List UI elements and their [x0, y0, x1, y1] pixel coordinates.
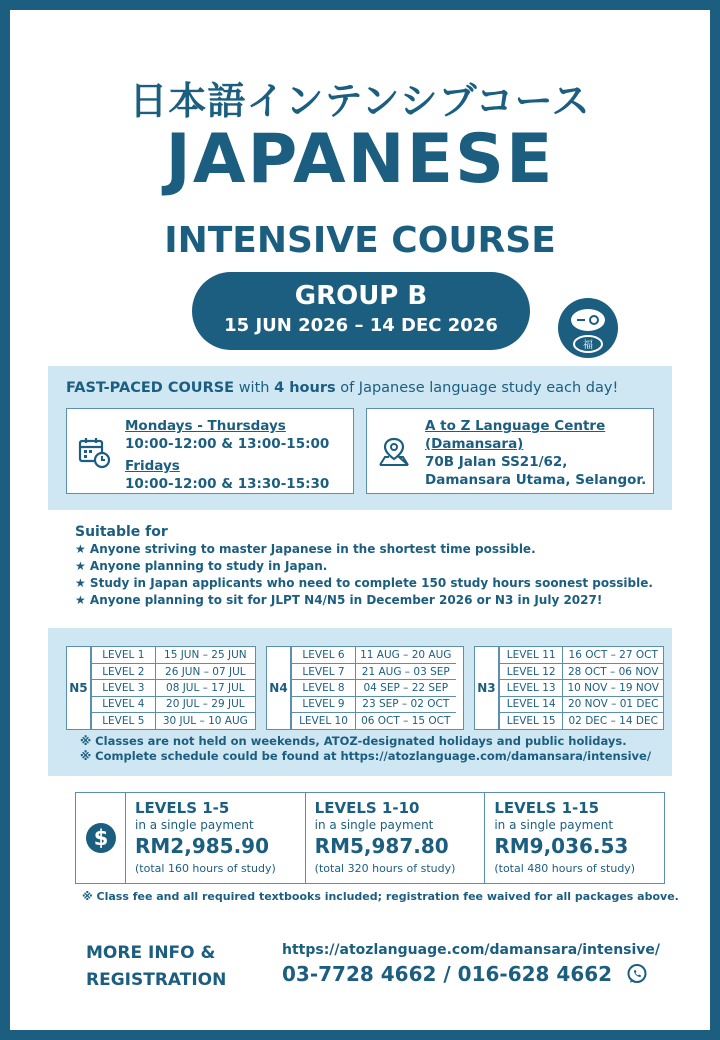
table-row [499, 647, 663, 663]
fee-note: ※ Class fee and all required textbooks included; registration fee waived for all packages above. [82, 890, 679, 903]
level-cell: LEVEL 9 [292, 696, 356, 712]
dates-cell: 15 JUN – 25 JUN [155, 647, 255, 663]
tagline-rest: of Japanese language study each day! [335, 380, 619, 396]
table-row [292, 680, 456, 696]
calendar-clock-icon [77, 435, 111, 469]
level-cell: LEVEL 5 [91, 713, 155, 729]
level-cell: LEVEL 3 [91, 680, 155, 696]
dates-cell: 10 NOV – 19 NOV [563, 680, 663, 696]
suitable-heading: Suitable for [75, 524, 168, 540]
schedule-box [66, 408, 354, 494]
dollar-icon [85, 822, 117, 854]
level-cell: LEVEL 12 [499, 663, 563, 679]
schedule-text [125, 417, 329, 493]
package-levels: LEVELS 1-10 [314, 799, 420, 817]
title-japanese: 日本語インテンシブコース [129, 79, 591, 123]
table-row [91, 713, 255, 729]
suitable-item: ★ Study in Japan applicants who need to complete 150 study hours soonest possible. [75, 576, 653, 590]
level-cell: LEVEL 6 [292, 647, 356, 663]
schedule-notes [80, 734, 651, 764]
location-name-2[interactable]: (Damansara) [425, 436, 524, 452]
tagline-with: with [234, 380, 275, 396]
jlpt-tag: N3 [475, 647, 499, 729]
title-main: JAPANESE [165, 120, 555, 199]
dates-cell: 30 JUL – 10 AUG [155, 713, 255, 729]
svg-text:$: $ [93, 826, 108, 850]
package-payment: in a single payment [314, 818, 434, 832]
package-amount: RM2,985.90 [135, 834, 269, 858]
level-cell: LEVEL 13 [499, 680, 563, 696]
dates-cell: 11 AUG – 20 AUG [356, 647, 456, 663]
pricing-box [75, 792, 665, 884]
package-levels: LEVELS 1-5 [135, 799, 230, 817]
table-row [499, 663, 663, 679]
location-box [366, 408, 654, 494]
map-pin-icon [377, 435, 411, 469]
table-row [292, 713, 456, 729]
title-sub: INTENSIVE COURSE [164, 220, 556, 261]
level-table-n4 [266, 646, 464, 730]
dates-cell: 20 NOV – 01 DEC [563, 696, 663, 712]
package-payment: in a single payment [494, 818, 614, 832]
whatsapp-icon[interactable] [626, 963, 648, 985]
package-levels-1-10 [306, 793, 486, 883]
level-cell: LEVEL 15 [499, 713, 563, 729]
dates-cell: 08 JUL – 17 JUL [155, 680, 255, 696]
table-row [91, 663, 255, 679]
location-text [425, 417, 646, 489]
schedule-time-1: 10:00-12:00 & 13:00-15:00 [125, 436, 330, 452]
tagline-bold: FAST-PACED COURSE [66, 380, 235, 396]
dates-cell: 23 SEP – 02 OCT [356, 696, 456, 712]
schedule-day-2: Fridays [125, 458, 180, 474]
levels-band [48, 628, 672, 776]
table-row [499, 696, 663, 712]
level-cell: LEVEL 7 [292, 663, 356, 679]
table-row [499, 713, 663, 729]
schedule-day-1: Mondays - Thursdays [125, 418, 286, 434]
level-cell: LEVEL 14 [499, 696, 563, 712]
level-cell: LEVEL 2 [91, 663, 155, 679]
registration-link[interactable]: https://atozlanguage.com/damansara/intensive/ [282, 942, 661, 958]
jlpt-tag: N4 [267, 647, 291, 729]
phone-numbers[interactable]: 03-7728 4662 / 016-628 4662 [282, 962, 613, 986]
table-row [292, 663, 456, 679]
level-cell: LEVEL 10 [292, 713, 356, 729]
suitable-item: ★ Anyone planning to sit for JLPT N4/N5 in December 2026 or N3 in July 2027! [75, 593, 603, 607]
suitable-item: ★ Anyone planning to study in Japan. [75, 559, 328, 573]
table-row [91, 680, 255, 696]
dollar-icon-cell [76, 793, 126, 883]
package-amount: RM5,987.80 [314, 834, 449, 858]
group-badge [192, 272, 530, 350]
more-info-line-2: REGISTRATION [86, 970, 227, 990]
dates-cell: 06 OCT – 15 OCT [356, 713, 456, 729]
package-total: (total 480 hours of study) [494, 862, 636, 875]
table-row [91, 696, 255, 712]
table-row [292, 696, 456, 712]
suitable-item: ★ Anyone striving to master Japanese in the shortest time possible. [75, 542, 536, 556]
svg-text:福: 福 [583, 340, 593, 351]
dates-cell: 28 OCT – 06 NOV [563, 663, 663, 679]
level-cell: LEVEL 1 [91, 647, 155, 663]
package-total: (total 320 hours of study) [314, 862, 456, 875]
dates-cell: 04 SEP – 22 SEP [356, 680, 456, 696]
schedule-link-note: ※ Complete schedule could be found at https://atozlanguage.com/damansara/intensive/ [80, 749, 652, 763]
level-table [91, 647, 255, 729]
dates-cell: 16 OCT – 27 OCT [563, 647, 663, 663]
location-name-1[interactable]: A to Z Language Centre [425, 418, 606, 434]
group-dates: 15 JUN 2026 – 14 DEC 2026 [224, 315, 498, 336]
more-info-line-1: MORE INFO & [86, 943, 216, 963]
dates-cell: 20 JUL – 29 JUL [155, 696, 255, 712]
daruma-icon [554, 292, 622, 360]
package-total: (total 160 hours of study) [135, 862, 276, 875]
level-cell: LEVEL 8 [292, 680, 356, 696]
dates-cell: 21 AUG – 03 SEP [356, 663, 456, 679]
level-cell: LEVEL 11 [499, 647, 563, 663]
table-row [292, 647, 456, 663]
location-address-1: 70B Jalan SS21/62, [425, 454, 568, 470]
jlpt-tag: N5 [67, 647, 91, 729]
package-amount: RM9,036.53 [494, 834, 629, 858]
package-levels-1-5 [126, 793, 306, 883]
level-table [499, 647, 663, 729]
dates-cell: 26 JUN – 07 JUL [155, 663, 255, 679]
level-table-n5 [66, 646, 256, 730]
tagline-hours: 4 hours [274, 380, 336, 396]
course-info-band [48, 366, 672, 510]
level-table-n3 [474, 646, 664, 730]
poster [10, 10, 710, 1030]
dates-cell: 02 DEC – 14 DEC [563, 713, 663, 729]
group-label: GROUP B [294, 281, 428, 311]
holiday-note: ※ Classes are not held on weekends, ATOZ-designated holidays and public holidays. [80, 734, 627, 748]
table-row [91, 647, 255, 663]
level-cell: LEVEL 4 [91, 696, 155, 712]
suitable-section [75, 524, 695, 609]
course-tagline [66, 380, 618, 396]
location-address-2: Damansara Utama, Selangor. [425, 472, 647, 488]
schedule-time-2: 10:00-12:00 & 13:30-15:30 [125, 476, 330, 492]
package-levels-1-15 [485, 793, 664, 883]
package-payment: in a single payment [135, 818, 254, 832]
level-table [291, 647, 456, 729]
package-levels: LEVELS 1-15 [494, 799, 600, 817]
more-info-heading [86, 940, 226, 994]
table-row [499, 680, 663, 696]
